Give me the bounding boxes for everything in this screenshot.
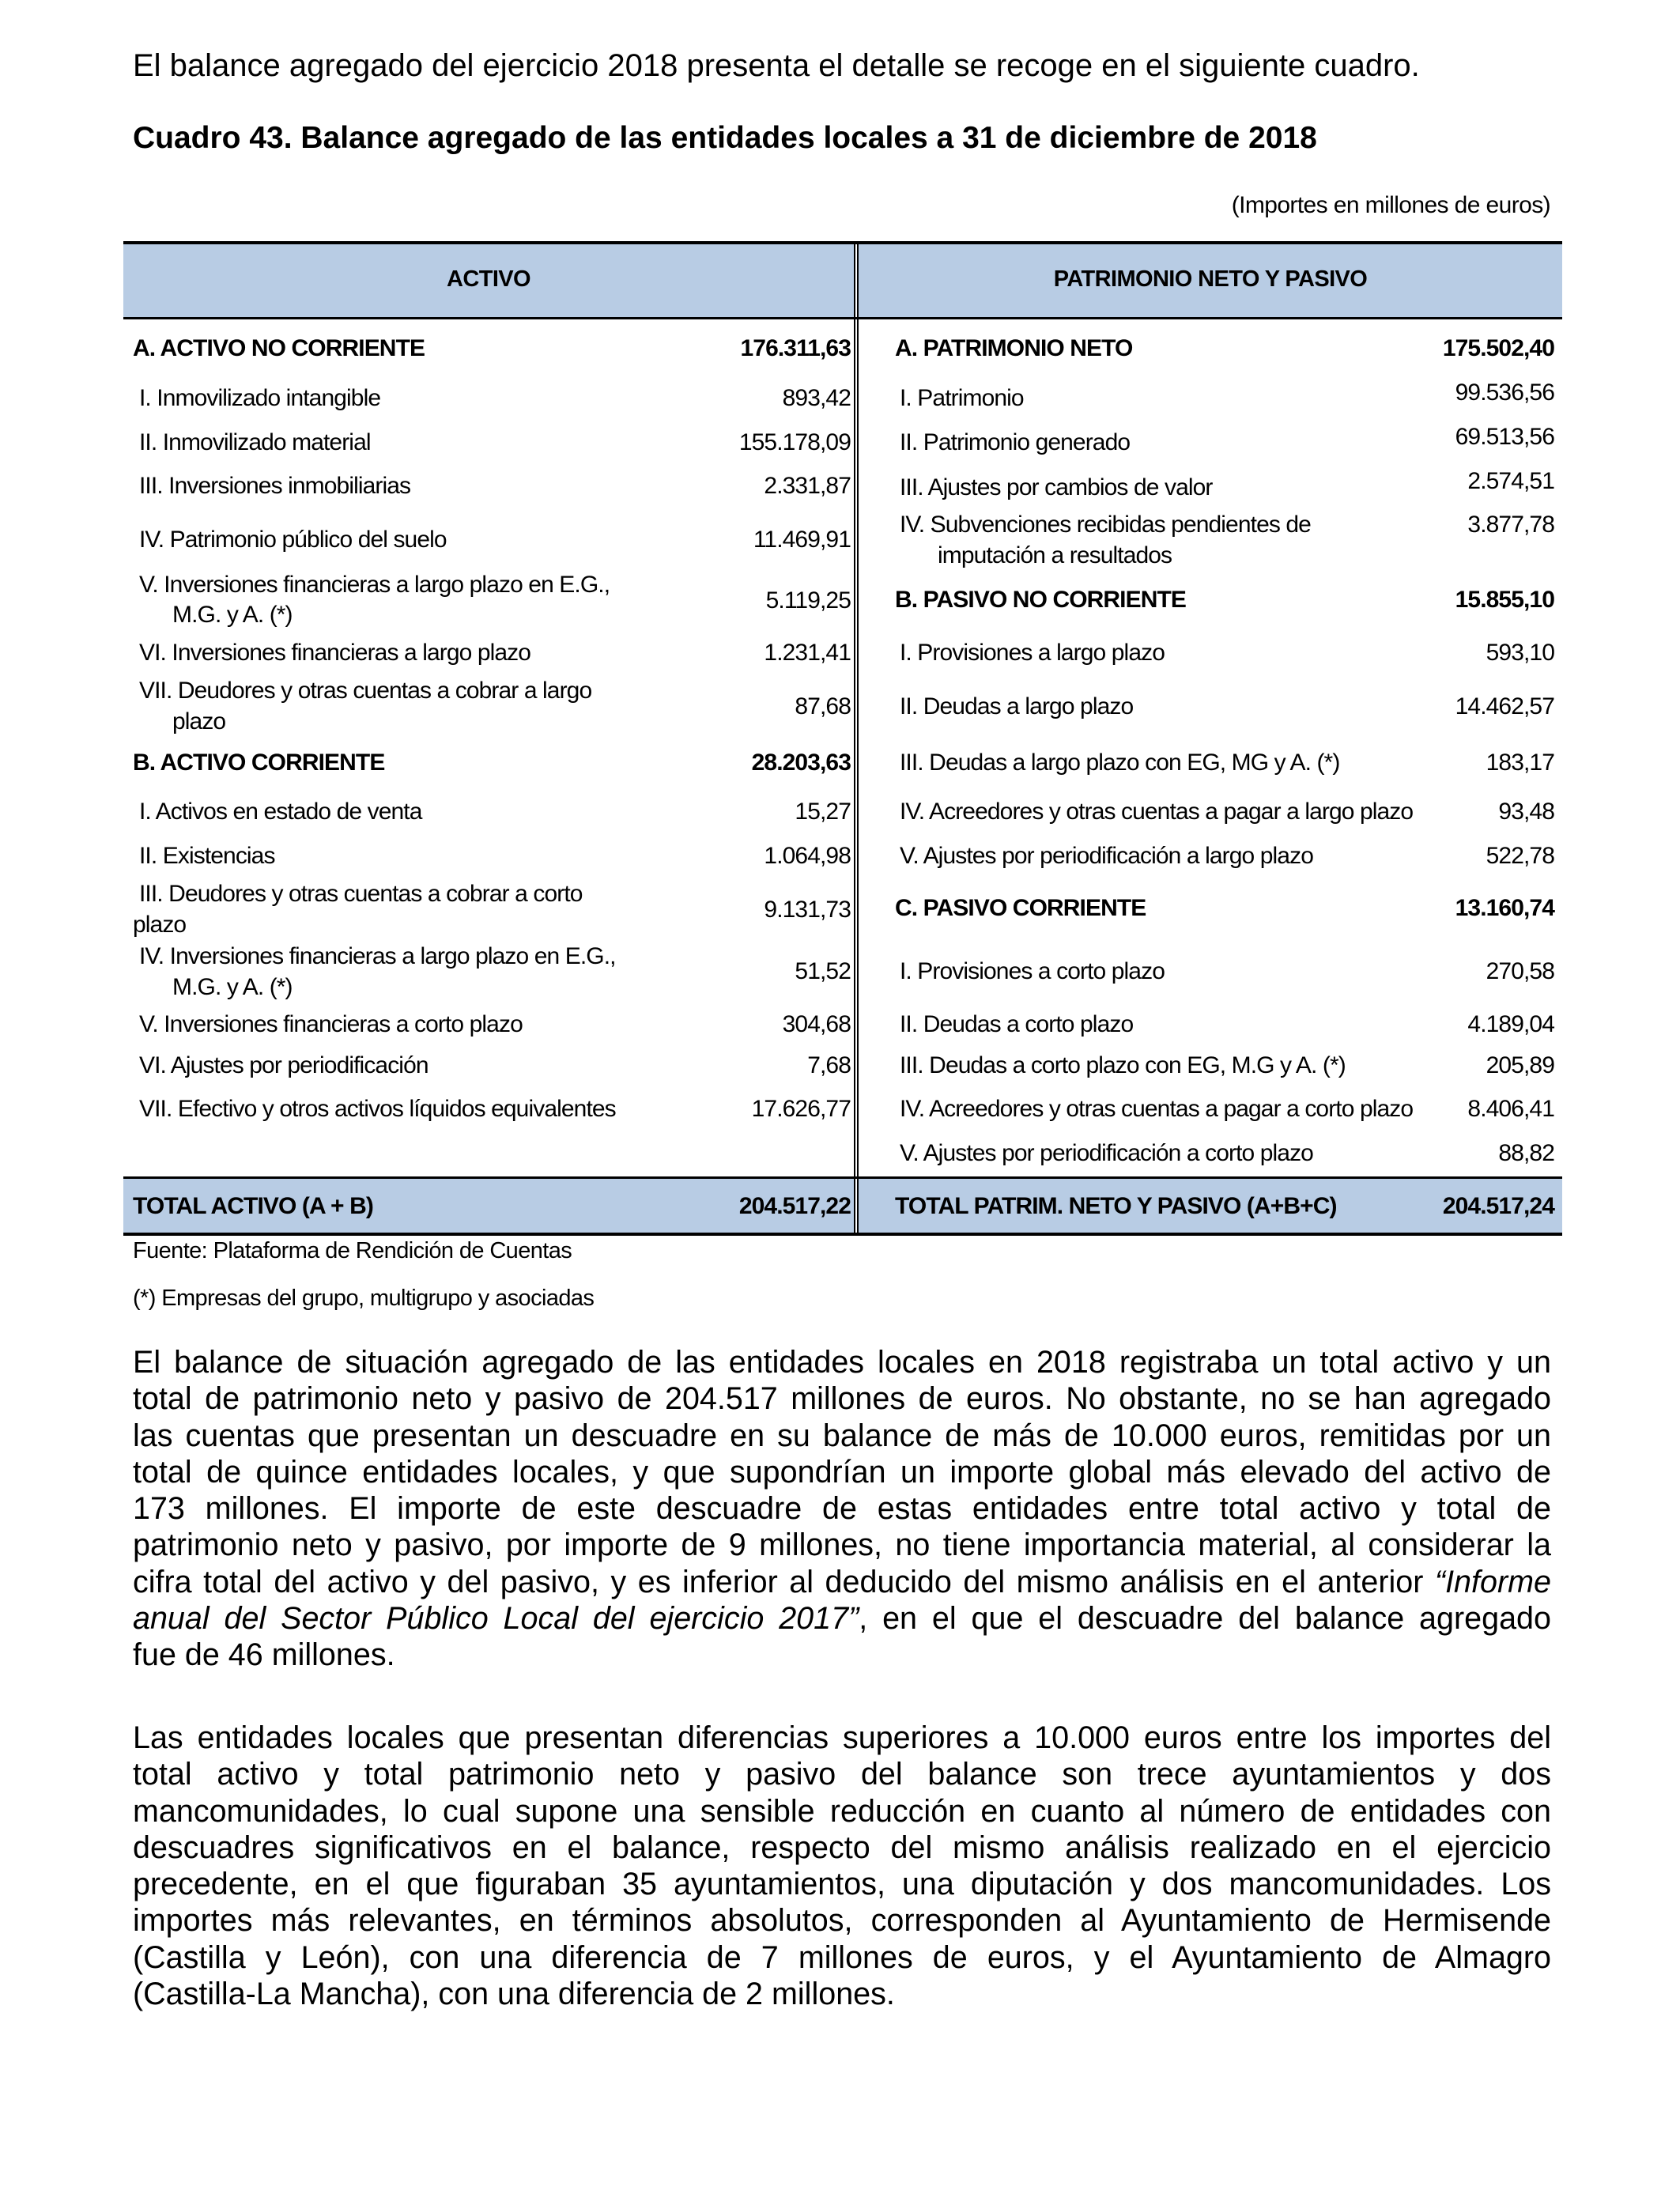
left-row-label: VII. Deudores y otras cuentas a cobrar a largo bbox=[139, 678, 592, 704]
left-row-value: 11.469,91 bbox=[753, 527, 851, 553]
table-source: Fuente: Plataforma de Rendición de Cuentas bbox=[133, 1238, 572, 1263]
paragraph-2-line: (Castilla-La Mancha), con una diferencia de 2 millones. bbox=[133, 1977, 895, 2012]
left-row-label-cont: plazo bbox=[172, 708, 226, 734]
column-separator-2 bbox=[857, 241, 859, 1236]
right-row-label: I. Provisiones a corto plazo bbox=[900, 958, 1165, 984]
right-row-value: 270,58 bbox=[1486, 958, 1554, 984]
right-row-label: III. Ajustes por cambios de valor bbox=[900, 474, 1213, 500]
total-activo-label: TOTAL ACTIVO (A + B) bbox=[133, 1193, 373, 1219]
paragraph-1-line: las cuentas que presentan un descuadre en su balance de más de 10.000 euros, remitidas por un bbox=[133, 1418, 1551, 1453]
paragraph-2-line: mancomunidades, lo cual supone una sensible reducción en cuanto al número de entidades con bbox=[133, 1793, 1551, 1829]
paragraph-2-line: importes más relevantes, en términos absolutos, corresponden al Ayuntamiento de Hermisende bbox=[133, 1903, 1551, 1939]
left-row-value: 893,42 bbox=[782, 385, 851, 411]
right-row-value: 205,89 bbox=[1486, 1052, 1554, 1078]
table-bottom-border bbox=[123, 1233, 1562, 1236]
paragraph-2-line: Las entidades locales que presentan diferencias superiores a 10.000 euros entre los importes del bbox=[133, 1720, 1551, 1755]
right-row-label: III. Deudas a corto plazo con EG, M.G y A. (*) bbox=[900, 1052, 1346, 1078]
right-row-label: V. Ajustes por periodificación a corto plazo bbox=[900, 1140, 1313, 1166]
paragraph-2-line: total activo y total patrimonio neto y pasivo del balance son trece ayuntamientos y dos bbox=[133, 1757, 1551, 1792]
left-row-label: VI. Ajustes por periodificación bbox=[139, 1052, 428, 1078]
paragraph-1-line: cifra total del activo y del pasivo, y es inferior al deducido del mismo análisis en el anterior bbox=[133, 1564, 1424, 1599]
paragraph-1-line: patrimonio neto y pasivo, por importe de 9 millones, no tiene importancia material, al considerar la bbox=[133, 1527, 1551, 1563]
right-row-value: 69.513,56 bbox=[1455, 424, 1554, 450]
left-row-label: IV. Inversiones financieras a largo plazo en E.G., bbox=[139, 943, 616, 969]
left-row-label: B. ACTIVO CORRIENTE bbox=[133, 750, 385, 776]
paragraph-2-line: precedente, en el que figuraban 35 ayuntamientos, una diputación y dos mancomunidades. Los bbox=[133, 1867, 1551, 1902]
table-top-border bbox=[123, 241, 1562, 244]
right-row-value: 3.877,78 bbox=[1467, 512, 1554, 538]
right-row-value: 99.536,56 bbox=[1455, 380, 1554, 406]
left-row-value: 28.203,63 bbox=[751, 750, 851, 776]
right-row-label: III. Deudas a largo plazo con EG, MG y A. (*) bbox=[900, 750, 1340, 776]
paragraph-1-line: total de patrimonio neto y pasivo de 204.517 millones de euros. No obstante, no se han agregado bbox=[133, 1381, 1551, 1417]
paragraph-1-line: anual del Sector Público Local del ejercicio 2017”, en el que el descuadre del balance agregado bbox=[133, 1601, 1551, 1637]
right-row-value: 175.502,40 bbox=[1442, 335, 1554, 361]
left-row-value: 2.331,87 bbox=[764, 473, 851, 499]
left-row-value: 304,68 bbox=[782, 1011, 851, 1037]
right-row-label: I. Patrimonio bbox=[900, 385, 1024, 411]
right-row-value: 4.189,04 bbox=[1467, 1011, 1554, 1037]
right-row-value: 183,17 bbox=[1486, 750, 1554, 776]
right-row-label: IV. Acreedores y otras cuentas a pagar a corto plazo bbox=[900, 1096, 1414, 1122]
right-row-label-cont: imputación a resultados bbox=[938, 542, 1172, 568]
left-row-label-cont: M.G. y A. (*) bbox=[172, 602, 293, 628]
left-row-label: VI. Inversiones financieras a largo plazo bbox=[139, 640, 531, 666]
paragraph-2-line: (Castilla y León), con una diferencia de 7 millones de euros, y el Ayuntamiento de Almagro bbox=[133, 1939, 1551, 1975]
intro-text: El balance agregado del ejercicio 2018 presenta el detalle se recoge en el siguiente cuadro. bbox=[133, 48, 1420, 83]
right-row-label: II. Deudas a largo plazo bbox=[900, 693, 1134, 719]
paragraph-1-line: El balance de situación agregado de las entidades locales en 2018 registraba un total activo y un bbox=[133, 1345, 1551, 1380]
table-title: Cuadro 43. Balance agregado de las entidades locales a 31 de diciembre de 2018 bbox=[133, 121, 1317, 155]
right-row-label: I. Provisiones a largo plazo bbox=[900, 640, 1165, 666]
left-row-label: III. Inversiones inmobiliarias bbox=[139, 473, 411, 499]
left-row-value: 176.311,63 bbox=[740, 335, 851, 361]
left-row-label: I. Activos en estado de venta bbox=[139, 799, 422, 825]
left-row-value: 87,68 bbox=[795, 693, 851, 719]
header-activo: ACTIVO bbox=[123, 241, 854, 317]
left-row-label: II. Existencias bbox=[139, 843, 275, 869]
right-row-value: 93,48 bbox=[1498, 799, 1554, 825]
left-row-label: V. Inversiones financieras a largo plazo en E.G., bbox=[139, 572, 610, 598]
left-row-label: I. Inmovilizado intangible bbox=[139, 385, 381, 411]
report-title-end: anual del Sector Público Local del ejercicio 2017” bbox=[133, 1601, 859, 1637]
left-row-value: 7,68 bbox=[807, 1052, 851, 1078]
total-top-border bbox=[123, 1176, 1562, 1179]
paragraph-2 bbox=[133, 1720, 1551, 2012]
left-row-value: 15,27 bbox=[795, 799, 851, 825]
left-row-label: II. Inmovilizado material bbox=[139, 429, 371, 455]
paragraph-2-line: descuadres significativos en el balance, respecto del mismo análisis realizado en el ejercicio bbox=[133, 1830, 1551, 1865]
right-row-value: 13.160,74 bbox=[1455, 895, 1554, 921]
paragraph-1-line: 173 millones. El importe de este descuadre de estas entidades entre total activo y total de bbox=[133, 1491, 1551, 1527]
table-footnote: (*) Empresas del grupo, multigrupo y asociadas bbox=[133, 1286, 595, 1311]
left-row-label: III. Deudores y otras cuentas a cobrar a corto bbox=[139, 881, 583, 907]
header-bottom-border bbox=[123, 317, 1562, 319]
left-row-label: V. Inversiones financieras a corto plazo bbox=[139, 1011, 523, 1037]
right-row-label: II. Patrimonio generado bbox=[900, 429, 1131, 455]
total-activo-value: 204.517,22 bbox=[738, 1193, 851, 1219]
left-row-value: 1.231,41 bbox=[764, 640, 851, 666]
left-row-value: 155.178,09 bbox=[738, 429, 851, 455]
right-row-value: 522,78 bbox=[1486, 843, 1554, 869]
right-row-value: 8.406,41 bbox=[1467, 1096, 1554, 1122]
right-row-label: V. Ajustes por periodificación a largo plazo bbox=[900, 843, 1313, 869]
right-row-label: B. PASIVO NO CORRIENTE bbox=[895, 587, 1187, 613]
left-row-label: IV. Patrimonio público del suelo bbox=[139, 527, 447, 553]
left-row-label-cont: plazo bbox=[133, 912, 187, 938]
paragraph-1-line-with-quote bbox=[133, 1564, 1551, 1600]
right-row-label: II. Deudas a corto plazo bbox=[900, 1011, 1134, 1037]
left-row-label: A. ACTIVO NO CORRIENTE bbox=[133, 335, 425, 361]
right-row-value: 15.855,10 bbox=[1455, 587, 1554, 613]
left-row-value: 51,52 bbox=[795, 958, 851, 984]
left-row-label-cont: M.G. y A. (*) bbox=[172, 974, 293, 1000]
right-row-label: IV. Acreedores y otras cuentas a pagar a largo plazo bbox=[900, 799, 1414, 825]
right-row-value: 593,10 bbox=[1486, 640, 1554, 666]
right-row-value: 14.462,57 bbox=[1455, 693, 1554, 719]
left-row-value: 17.626,77 bbox=[751, 1096, 851, 1122]
left-row-value: 9.131,73 bbox=[764, 897, 851, 923]
left-row-value: 1.064,98 bbox=[764, 843, 851, 869]
right-row-value: 88,82 bbox=[1498, 1140, 1554, 1166]
paragraph-1-line: total de quince entidades locales, y que supondrían un importe global más elevado del activo de bbox=[133, 1454, 1551, 1490]
right-row-label: A. PATRIMONIO NETO bbox=[895, 335, 1133, 361]
left-row-label: VII. Efectivo y otros activos líquidos equivalentes bbox=[139, 1096, 616, 1122]
units-note: (Importes en millones de euros) bbox=[1231, 192, 1550, 218]
total-pasivo-value: 204.517,24 bbox=[1442, 1193, 1554, 1219]
total-pasivo-label: TOTAL PATRIM. NETO Y PASIVO (A+B+C) bbox=[895, 1193, 1337, 1219]
header-patrimonio-pasivo: PATRIMONIO NETO Y PASIVO bbox=[859, 241, 1562, 317]
right-row-label: C. PASIVO CORRIENTE bbox=[895, 895, 1146, 921]
right-row-value: 2.574,51 bbox=[1467, 468, 1554, 494]
left-row-value: 5.119,25 bbox=[765, 587, 851, 614]
right-row-label: IV. Subvenciones recibidas pendientes de bbox=[900, 512, 1311, 538]
balance-table bbox=[123, 241, 1562, 1235]
column-separator bbox=[854, 241, 855, 1236]
paragraph-1-line: fue de 46 millones. bbox=[133, 1637, 395, 1673]
paragraph-1 bbox=[133, 1344, 1551, 1674]
report-title-start: “Informe bbox=[1434, 1564, 1551, 1599]
